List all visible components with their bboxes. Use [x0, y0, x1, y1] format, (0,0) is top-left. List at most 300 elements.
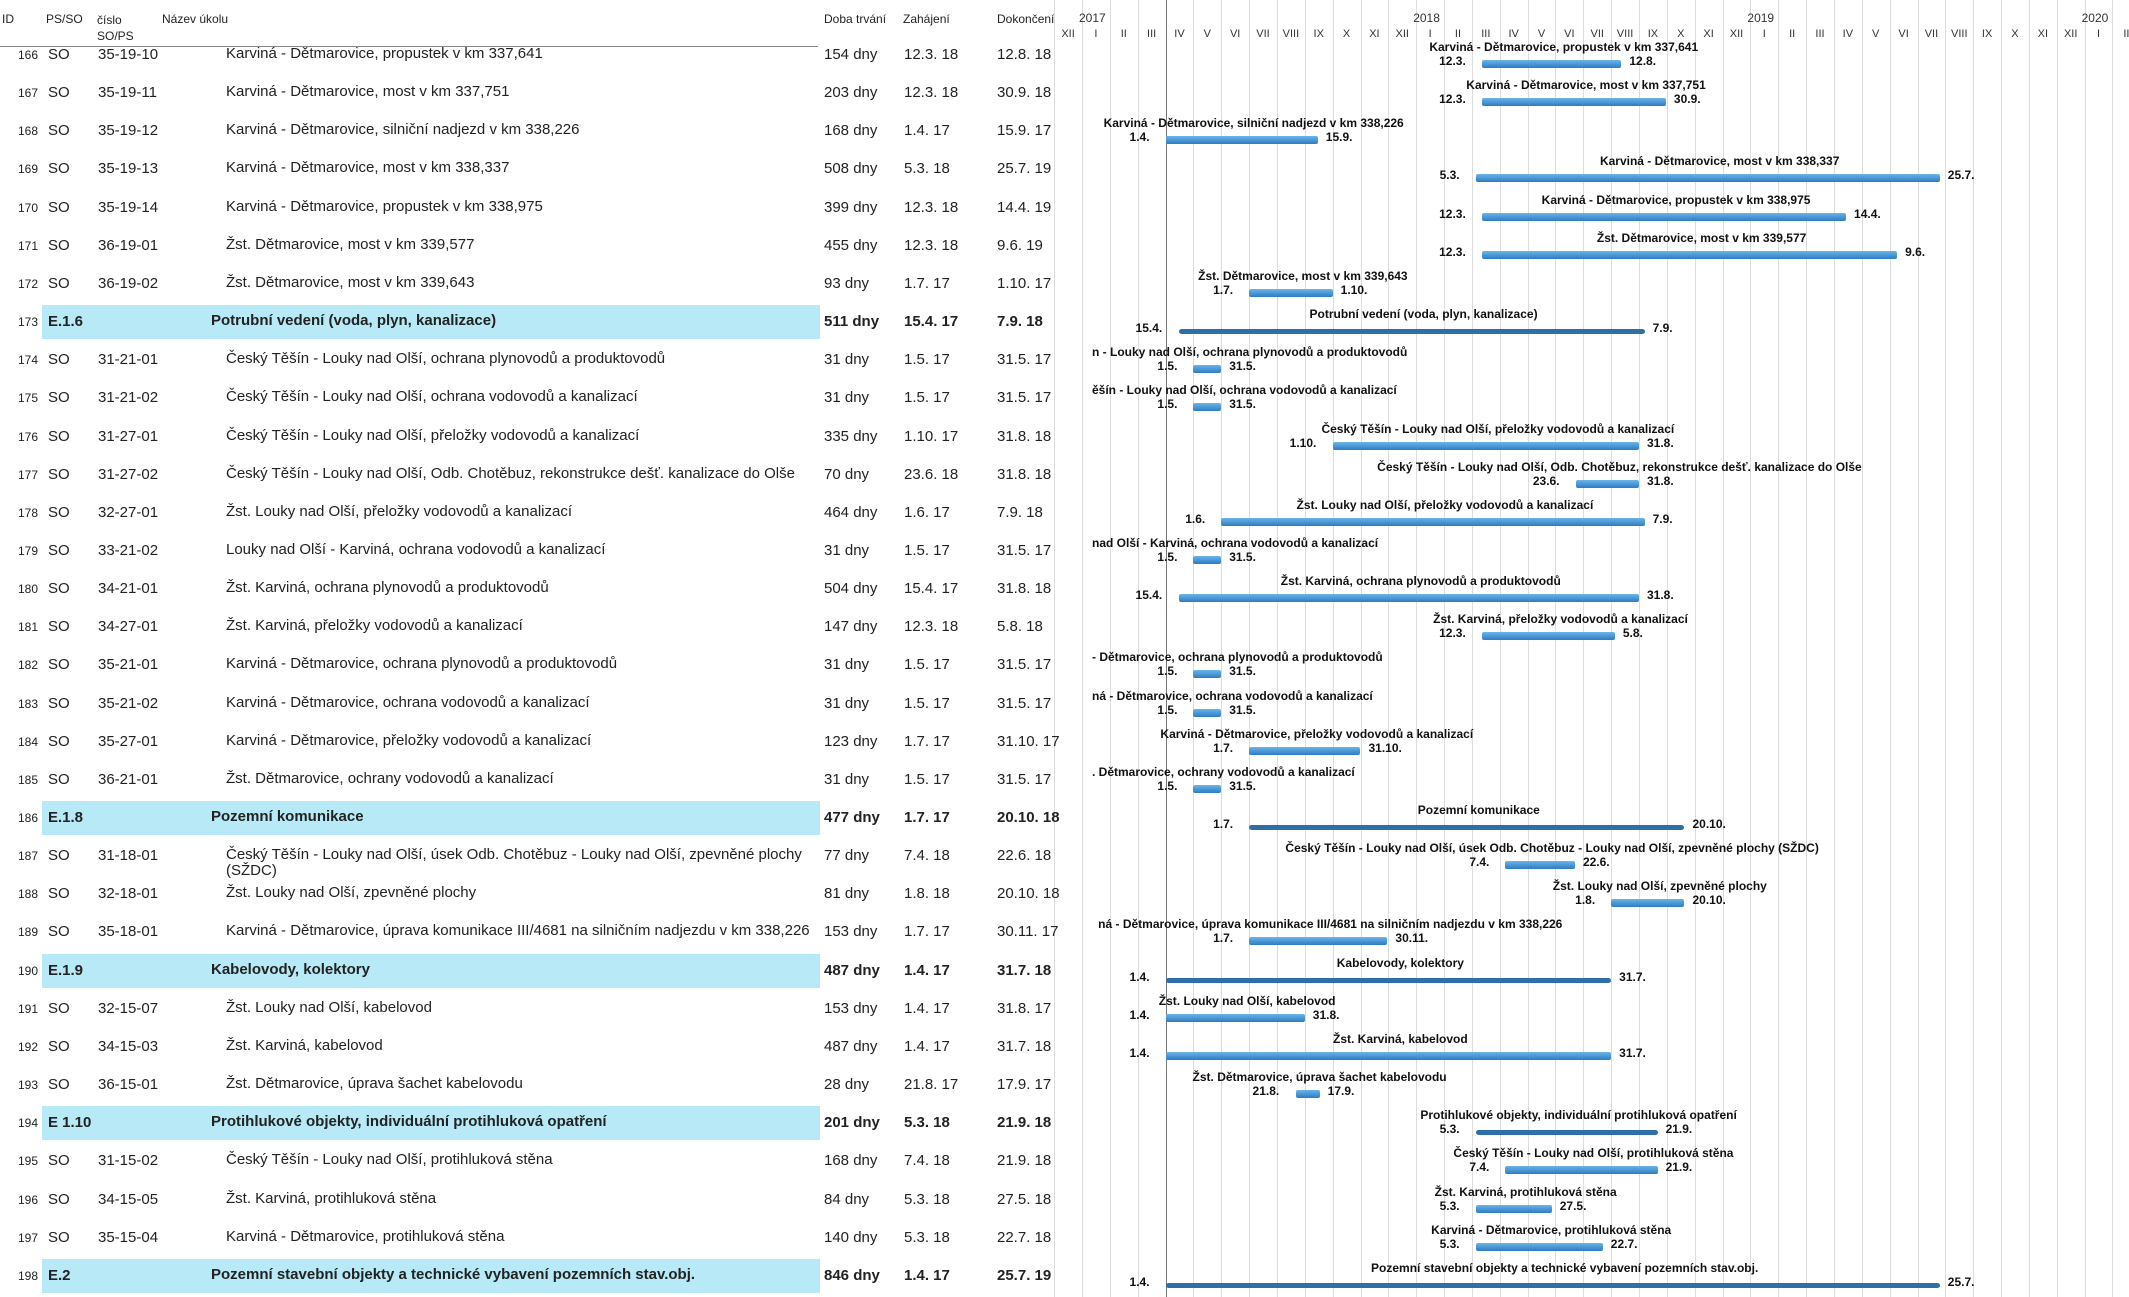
row-task-name: Žst. Karviná, protihluková stěna: [226, 1189, 437, 1207]
row-start: 1.7. 17: [904, 732, 950, 750]
task-bar: [1193, 403, 1221, 411]
row-end: 14.4. 19: [997, 198, 1052, 216]
month-divider: [1472, 0, 1473, 1297]
row-duration: 31 dny: [824, 770, 870, 788]
row-duration: 31 dny: [824, 541, 870, 559]
bar-end-date: 30.9.: [1673, 92, 1701, 107]
bar-end-date: 31.8.: [1647, 435, 1674, 450]
bar-task-label: . Dětmarovice, ochrany vodovodů a kanalizací: [1091, 764, 1355, 779]
row-duration: 31 dny: [824, 389, 870, 407]
bar-start-date: 1.4.: [1129, 1007, 1150, 1022]
bar-task-label: - Dětmarovice, ochrana plynovodů a produktovodů: [1092, 650, 1383, 665]
row-start: 1.4. 17: [904, 999, 950, 1017]
bar-end-date: 5.8.: [1622, 626, 1643, 641]
month-label: I: [2096, 28, 2101, 40]
table-row: [0, 687, 1092, 725]
bar-task-label: Karviná - Dětmarovice, most v km 337,751: [1466, 78, 1706, 93]
row-end: 15.9. 17: [997, 122, 1052, 140]
task-bar: [1505, 1166, 1657, 1174]
bar-task-label: ěšín - Louky nad Olší, ochrana vodovodů a kanalizací: [1092, 383, 1397, 398]
bar-task-label: Český Těšín - Louky nad Olší, přeložky vodovodů a kanalizací: [1321, 421, 1675, 436]
row-id: 195: [17, 1154, 38, 1169]
row-task-name: Český Těšín - Louky nad Olší, ochrana vodovodů a kanalizací: [226, 388, 638, 406]
year-label: 2018: [1413, 11, 1440, 25]
bar-end-date: 7.9.: [1652, 511, 1673, 526]
month-divider: [1333, 0, 1334, 1297]
month-divider: [1110, 0, 1111, 1297]
bar-start-date: 5.3.: [1439, 1198, 1460, 1213]
month-divider: [1973, 0, 1974, 1297]
month-divider: [1361, 0, 1362, 1297]
row-end: 20.10. 18: [997, 809, 1060, 826]
row-ps-so: SO: [48, 999, 70, 1017]
bar-task-label: Pozemní komunikace: [1417, 803, 1540, 817]
bar-start-date: 7.4.: [1469, 855, 1490, 870]
row-id: 166: [17, 48, 38, 62]
row-start: 1.5. 17: [904, 541, 950, 559]
task-bar: [1166, 136, 1318, 144]
row-task-name: Žst. Karviná, přeložky vodovodů a kanalizací: [226, 617, 523, 635]
task-bar: [1482, 98, 1666, 106]
row-number: 33-21-02: [98, 541, 159, 559]
row-task-name: Pozemní stavební objekty a technické vybavení pozemních stav.obj.: [211, 1265, 696, 1283]
row-duration: 335 dny: [824, 427, 878, 445]
bar-task-label: Karviná - Dětmarovice, most v km 338,337: [1599, 154, 1840, 169]
row-start: 15.4. 17: [904, 313, 959, 331]
row-number: 34-21-01: [98, 580, 159, 598]
row-number: 34-15-03: [98, 1037, 159, 1055]
month-label: IV: [1174, 28, 1185, 40]
row-id: 190: [17, 963, 38, 978]
row-number: 35-19-14: [98, 198, 159, 216]
row-end: 9.6. 19: [997, 236, 1043, 254]
bar-start-date: 12.3.: [1439, 244, 1466, 259]
month-label: IV: [1842, 28, 1854, 40]
bar-task-label: ná - Dětmarovice, ochrana vodovodů a kanalizací: [1091, 688, 1373, 703]
bar-task-label: Žst. Louky nad Olší, zpevněné plochy: [1552, 879, 1767, 894]
bar-start-date: 1.5.: [1157, 397, 1178, 412]
bar-end-date: 31.5.: [1229, 549, 1256, 564]
row-task-name: Pozemní komunikace: [211, 808, 364, 825]
row-ps-so: SO: [48, 580, 70, 598]
summary-bar: [1166, 1283, 1940, 1288]
task-bar: [1296, 1090, 1320, 1098]
row-id: 181: [17, 620, 38, 635]
row-id: 177: [17, 467, 38, 482]
row-ps-so: SO: [48, 732, 70, 750]
task-bar: [1333, 442, 1639, 450]
bar-start-date: 1.4.: [1129, 969, 1150, 984]
table-row: [0, 1030, 1092, 1068]
row-task-name: Český Těšín - Louky nad Olší, úsek Odb. Chotěbuz - Louky nad Olší, zpevněné plochy (SŽDC): [226, 846, 802, 880]
bar-task-label: Kabelovody, kolektory: [1336, 955, 1464, 970]
row-start: 5.3. 18: [904, 1114, 950, 1132]
bar-end-date: 31.8.: [1647, 588, 1674, 603]
month-divider: [1500, 0, 1501, 1297]
bar-task-label: Pozemní stavební objekty a technické vybavení pozemních stav.obj.: [1371, 1260, 1759, 1275]
month-divider: [2057, 0, 2058, 1297]
row-duration: 399 dny: [824, 198, 878, 216]
bar-start-date: 21.8.: [1252, 1084, 1280, 1099]
month-label: II: [1789, 28, 1796, 40]
row-duration: 203 dny: [824, 84, 878, 102]
row-ps-so: E.1.6: [48, 313, 84, 331]
row-id: 197: [17, 1230, 38, 1245]
table-row: [0, 877, 1092, 915]
row-start: 15.4. 17: [904, 580, 959, 598]
bar-task-label: Žst. Louky nad Olší, přeložky vodovodů a kanalizací: [1296, 497, 1594, 512]
row-end: 31.7. 18: [997, 961, 1052, 979]
row-task-name: Protihlukové objekty, individuální protihluková opatření: [211, 1113, 607, 1131]
row-end: 7.9. 18: [997, 503, 1043, 521]
bar-task-label: Karviná - Dětmarovice, silniční nadjezd v km 338,226: [1103, 116, 1404, 131]
bar-task-label: Český Těšín - Louky nad Olší, úsek Odb. Chotěbuz - Louky nad Olší, zpevněné plochy (SŽDC): [1285, 841, 1819, 856]
bar-start-date: 12.3.: [1439, 626, 1466, 641]
task-bar: [1249, 937, 1387, 945]
row-duration: 477 dny: [824, 809, 880, 826]
bar-start-date: 1.5.: [1157, 359, 1178, 374]
task-bar: [1476, 1243, 1603, 1251]
bar-task-label: Žst. Karviná, ochrana plynovodů a produktovodů: [1280, 574, 1561, 589]
row-duration: 84 dny: [824, 1190, 870, 1208]
month-label: III: [1147, 28, 1157, 40]
row-ps-so: SO: [48, 198, 70, 216]
row-end: 31.5. 17: [997, 656, 1052, 674]
row-ps-so: SO: [48, 1152, 70, 1170]
row-start: 1.7. 17: [904, 809, 950, 826]
row-start: 21.8. 17: [904, 1076, 959, 1094]
row-ps-so: SO: [48, 351, 70, 369]
row-task-name: Žst. Louky nad Olší, přeložky vodovodů a kanalizací: [226, 502, 573, 520]
row-number: 35-19-11: [98, 84, 157, 102]
bar-end-date: 14.4.: [1854, 206, 1881, 221]
summary-bar: [1476, 1130, 1658, 1135]
bar-end-date: 31.10.: [1368, 740, 1402, 755]
row-task-name: Karviná - Dětmarovice, protihluková stěna: [226, 1227, 505, 1245]
row-start: 12.3. 18: [904, 198, 959, 216]
row-task-name: Žst. Louky nad Olší, kabelovod: [226, 998, 432, 1016]
row-start: 1.4. 17: [904, 1266, 950, 1284]
month-label: VII: [1590, 28, 1604, 40]
row-end: 21.9. 18: [997, 1114, 1052, 1132]
task-bar: [1576, 480, 1639, 488]
row-id: 179: [17, 543, 38, 558]
bar-task-label: ná - Dětmarovice, úprava komunikace III/4681 na silničním nadjezdu v km 338,226: [1098, 917, 1563, 932]
month-label: IX: [1313, 28, 1324, 40]
table-row: [0, 229, 1092, 267]
bar-end-date: 22.6.: [1582, 855, 1610, 870]
month-label: III: [1815, 28, 1825, 40]
row-start: 7.4. 18: [904, 847, 950, 865]
row-task-name: Karviná - Dětmarovice, úprava komunikace III/4681 na silničním nadjezdu v km 338,226: [226, 922, 810, 940]
row-id: 172: [17, 276, 38, 291]
task-bar: [1166, 1014, 1305, 1022]
row-task-name: Žst. Dětmarovice, úprava šachet kabelovodu: [226, 1075, 523, 1093]
row-start: 12.3. 18: [904, 84, 959, 102]
row-id: 182: [17, 658, 38, 673]
table-row: [0, 1221, 1092, 1259]
row-number: 31-21-02: [98, 389, 159, 407]
bar-end-date: 9.6.: [1905, 244, 1926, 259]
month-label: XII: [1729, 28, 1744, 40]
row-id: 194: [17, 1116, 38, 1131]
bar-task-label: Karviná - Dětmarovice, protihluková stěna: [1431, 1222, 1672, 1237]
month-label: V: [1872, 28, 1880, 40]
row-ps-so: SO: [48, 274, 70, 292]
row-id: 184: [17, 734, 38, 749]
month-label: I: [1094, 28, 1098, 40]
bar-start-date: 7.4.: [1469, 1160, 1490, 1175]
row-start: 1.5. 17: [904, 770, 950, 788]
row-end: 22.6. 18: [997, 847, 1052, 865]
bar-end-date: 31.8.: [1312, 1007, 1340, 1022]
status-date-line: [1166, 0, 1167, 1297]
row-id: 183: [17, 696, 38, 711]
table-row: [0, 1068, 1092, 1106]
row-ps-so: SO: [48, 541, 70, 559]
row-start: 1.4. 17: [904, 122, 950, 140]
row-ps-so: SO: [48, 1228, 70, 1246]
month-divider: [1249, 0, 1250, 1297]
row-duration: 77 dny: [824, 847, 870, 865]
bar-end-date: 31.8.: [1647, 473, 1674, 488]
row-task-name: Potrubní vedení (voda, plyn, kanalizace): [211, 312, 497, 330]
table-row: [0, 1183, 1092, 1221]
row-number: 31-18-01: [98, 847, 159, 865]
month-label: XI: [1369, 28, 1380, 40]
row-task-name: Karviná - Dětmarovice, most v km 338,337: [226, 159, 510, 177]
bar-start-date: 1.4.: [1129, 1045, 1150, 1060]
month-label: VI: [1564, 28, 1575, 40]
row-id: 192: [17, 1039, 38, 1054]
row-id: 196: [17, 1192, 38, 1207]
row-start: 5.3. 18: [904, 1190, 950, 1208]
row-task-name: Karviná - Dětmarovice, ochrana vodovodů a kanalizací: [226, 693, 590, 711]
task-bar: [1482, 60, 1621, 68]
month-label: IX: [1647, 28, 1659, 40]
task-bar: [1482, 632, 1615, 640]
row-number: 32-18-01: [98, 885, 159, 903]
row-start: 1.5. 17: [904, 656, 950, 674]
row-duration: 93 dny: [824, 274, 870, 292]
row-duration: 487 dny: [824, 961, 880, 979]
bar-task-label: n - Louky nad Olší, ochrana plynovodů a produktovodů: [1091, 345, 1408, 360]
row-duration: 140 dny: [824, 1228, 878, 1246]
table-row: [0, 381, 1092, 419]
month-label: VIII: [1951, 28, 1968, 40]
bar-start-date: 23.6.: [1532, 473, 1560, 488]
row-task-name: Žst. Karviná, ochrana plynovodů a produktovodů: [226, 579, 549, 597]
col-task-name: Název úkolu: [162, 12, 229, 26]
month-label: V: [1203, 28, 1211, 40]
bar-start-date: 1.7.: [1213, 740, 1234, 755]
bar-start-date: 5.3.: [1439, 1122, 1460, 1137]
row-end: 31.8. 17: [997, 999, 1052, 1017]
row-id: 167: [17, 86, 38, 101]
month-divider: [1918, 0, 1919, 1297]
task-bar: [1193, 365, 1221, 373]
bar-end-date: 25.7.: [1947, 168, 1975, 183]
table-row: [0, 114, 1092, 152]
month-divider: [1862, 0, 1863, 1297]
row-ps-so: SO: [48, 1076, 70, 1094]
row-end: 31.5. 17: [997, 770, 1052, 788]
row-duration: 487 dny: [824, 1037, 878, 1055]
task-bar: [1166, 1052, 1612, 1060]
bar-task-label: Žst. Louky nad Olší, kabelovod: [1158, 993, 1336, 1008]
month-label: II: [1120, 28, 1127, 40]
row-number: 36-15-01: [98, 1076, 159, 1094]
task-bar: [1249, 289, 1333, 297]
month-divider: [1305, 0, 1306, 1297]
table-row: [0, 725, 1092, 763]
bar-start-date: 1.4.: [1129, 1274, 1150, 1289]
month-divider: [2112, 0, 2113, 1297]
row-id: 187: [17, 849, 38, 864]
row-ps-so: SO: [48, 618, 70, 636]
task-bar: [1193, 709, 1221, 717]
month-divider: [1444, 0, 1445, 1297]
row-duration: 31 dny: [824, 694, 870, 712]
row-number: 31-15-02: [98, 1152, 159, 1170]
bar-end-date: 31.7.: [1619, 1045, 1646, 1060]
row-ps-so: SO: [48, 122, 70, 140]
row-start: 1.7. 17: [904, 923, 950, 941]
row-ps-so: SO: [48, 656, 70, 674]
month-label: XII: [1395, 28, 1409, 40]
table-row: [0, 496, 1092, 534]
row-number: 36-19-02: [98, 274, 159, 292]
table-row: [0, 267, 1092, 305]
bar-end-date: 21.9.: [1665, 1160, 1693, 1175]
table-row: [0, 191, 1092, 229]
row-id: 186: [17, 811, 38, 825]
table-row: [0, 152, 1092, 190]
month-divider: [2029, 0, 2030, 1297]
year-label: 2017: [1079, 11, 1106, 25]
row-ps-so: SO: [48, 694, 70, 712]
bar-start-date: 1.7.: [1213, 931, 1234, 946]
task-bar: [1193, 556, 1221, 564]
row-id: 169: [17, 162, 38, 177]
row-ps-so: SO: [48, 427, 70, 445]
row-start: 5.3. 18: [904, 160, 950, 178]
row-end: 22.7. 18: [997, 1228, 1052, 1246]
row-end: 20.10. 18: [997, 885, 1060, 903]
bar-end-date: 31.5.: [1229, 359, 1256, 374]
bar-end-date: 7.9.: [1652, 321, 1673, 336]
row-number: 35-19-10: [98, 46, 159, 63]
row-end: 31.8. 18: [997, 465, 1052, 483]
row-id: 171: [17, 238, 38, 253]
month-label: XI: [1703, 28, 1714, 40]
table-row: [0, 610, 1092, 648]
row-duration: 153 dny: [824, 923, 878, 941]
row-id: 198: [17, 1268, 38, 1283]
row-number: 36-19-01: [98, 236, 159, 254]
row-number: 32-15-07: [98, 999, 159, 1017]
bar-end-date: 17.9.: [1327, 1084, 1355, 1099]
row-number: 31-21-01: [98, 351, 159, 369]
table-row: [0, 572, 1092, 610]
task-bar: [1482, 213, 1846, 221]
bar-task-label: Žst. Dětmarovice, most v km 339,643: [1198, 268, 1408, 283]
bar-start-date: 1.8.: [1575, 893, 1596, 908]
row-end: 31.8. 18: [997, 580, 1052, 598]
month-label: V: [1537, 28, 1546, 40]
month-label: VIII: [1282, 28, 1300, 40]
table-row: [0, 420, 1092, 458]
summary-row: [0, 1106, 1092, 1144]
row-start: 1.6. 17: [904, 503, 950, 521]
row-start: 1.8. 18: [904, 885, 950, 903]
row-end: 5.8. 18: [997, 618, 1043, 636]
bar-start-date: 15.4.: [1135, 588, 1163, 603]
row-task-name: Karviná - Dětmarovice, propustek v km 338,975: [226, 197, 543, 215]
month-label: XII: [1061, 28, 1075, 40]
row-ps-so: SO: [48, 885, 70, 903]
bar-end-date: 12.8.: [1629, 54, 1657, 68]
month-label: X: [1342, 28, 1351, 40]
row-start: 1.5. 17: [904, 389, 950, 407]
row-ps-so: E.1.8: [48, 809, 84, 826]
row-task-name: Karviná - Dětmarovice, propustek v km 337,641: [226, 45, 543, 62]
bar-end-date: 31.5.: [1229, 397, 1256, 412]
row-ps-so: SO: [48, 847, 70, 865]
month-label: II: [1454, 28, 1462, 40]
row-id: 170: [17, 200, 38, 215]
table-row: [0, 343, 1092, 381]
month-label: X: [2011, 28, 2019, 40]
row-number: 35-18-01: [98, 923, 159, 941]
bar-task-label: Potrubní vedení (voda, plyn, kanalizace): [1309, 307, 1538, 322]
task-bar: [1221, 518, 1644, 526]
row-end: 30.9. 18: [997, 84, 1052, 102]
row-start: 7.4. 18: [904, 1152, 950, 1170]
bar-start-date: 12.3.: [1439, 206, 1466, 221]
month-divider: [1416, 0, 1417, 1297]
row-number: 32-27-01: [98, 503, 159, 521]
table-row: [0, 915, 1092, 953]
col-number: číslo SO/PS: [97, 13, 134, 43]
bar-task-label: Protihlukové objekty, individuální protihluková opatření: [1420, 1108, 1737, 1123]
task-bar: [1249, 747, 1360, 755]
row-end: 12.8. 18: [997, 46, 1052, 63]
month-label: VII: [1256, 28, 1270, 40]
task-bar: [1505, 861, 1575, 869]
bar-task-label: Žst. Karviná, kabelovod: [1332, 1031, 1468, 1046]
row-id: 168: [17, 124, 38, 139]
bar-start-date: 5.3.: [1439, 168, 1460, 183]
row-duration: 81 dny: [824, 885, 870, 903]
bar-end-date: 31.5.: [1229, 664, 1256, 679]
bar-end-date: 15.9.: [1325, 130, 1353, 145]
row-ps-so: SO: [48, 1037, 70, 1055]
month-label: XII: [2063, 28, 2078, 40]
task-bar: [1476, 174, 1940, 182]
bar-end-date: 20.10.: [1692, 817, 1726, 831]
col-id: ID: [2, 12, 14, 26]
row-end: 31.5. 17: [997, 541, 1052, 559]
row-task-name: Karviná - Dětmarovice, ochrana plynovodů a produktovodů: [226, 655, 618, 673]
row-duration: 511 dny: [824, 313, 880, 331]
bar-task-label: Český Těšín - Louky nad Olší, protihluková stěna: [1453, 1146, 1734, 1161]
task-bar: [1193, 670, 1221, 678]
bar-start-date: 12.3.: [1439, 92, 1466, 107]
bar-start-date: 1.4.: [1129, 130, 1150, 145]
task-bar: [1193, 785, 1221, 793]
row-start: 12.3. 18: [904, 46, 959, 63]
